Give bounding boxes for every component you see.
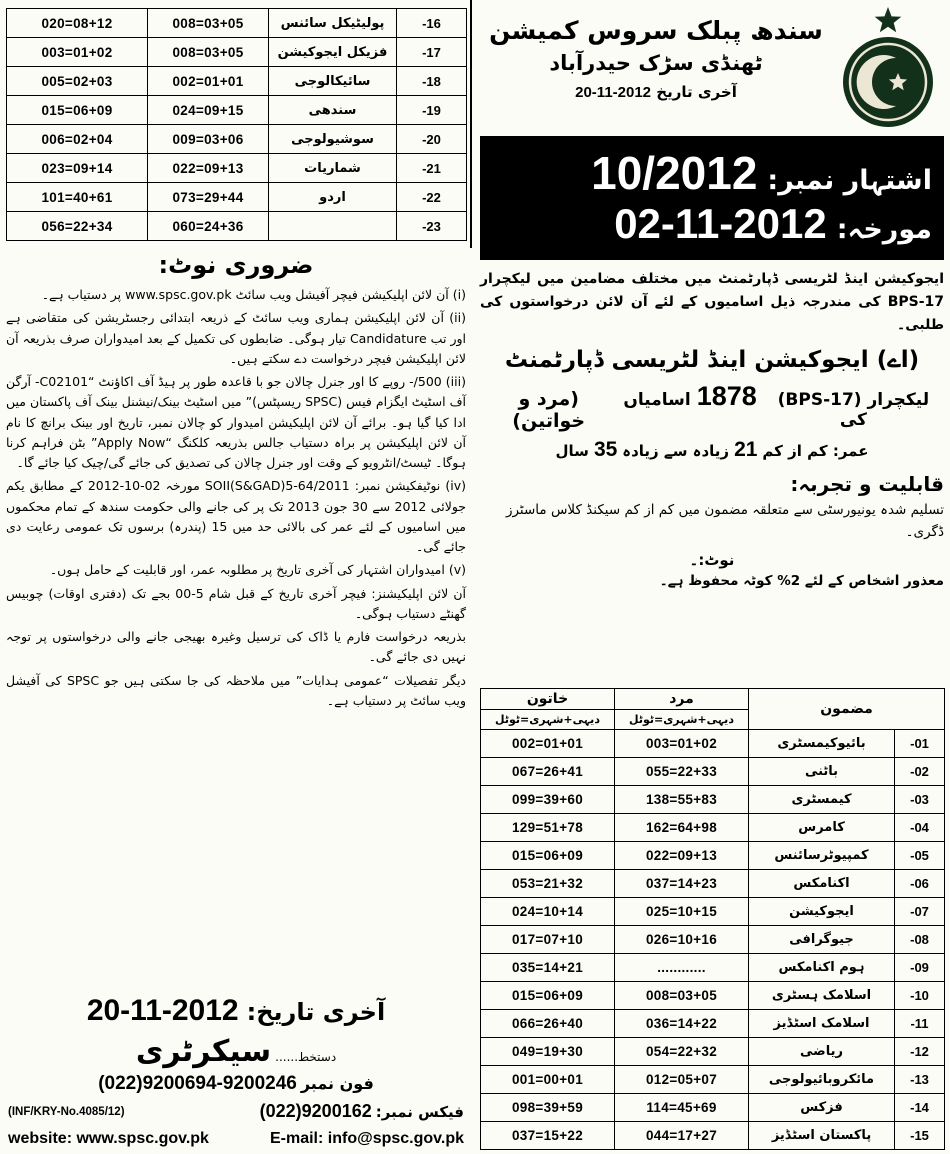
note-paragraph: بذریعہ درخواست فارم یا ڈاک کی ترسیل وغیرہ بھیجی جانے والی درخواستوں پر توجہ نہیں دی جائے گی۔ <box>6 629 466 665</box>
logo-star-icon <box>875 7 902 32</box>
subjects-table-continued <box>6 8 467 241</box>
row-number: -02 <box>895 758 945 786</box>
row-number: -18 <box>397 67 467 96</box>
subject-name: بائیوکیمسٹری <box>749 730 895 758</box>
male-column-header: مرد <box>615 689 749 710</box>
female-column-header: خاتون <box>481 689 615 710</box>
note-paragraph: (ii) آن لائن اپلیکیشن ہماری ویب سائٹ کے ذریعہ ابتدائی رجسٹریشن کی متقاضی ہے اور تب Candidature تیار ہوگی۔ ضابطوں کی تکمیل کے بعد امیدواران صرف بذریعہ آن لائن اپلیکیشن فیچر درخواست دے سکتے ہیں۔ <box>6 310 466 366</box>
signature-label: دستخط...... <box>275 1050 337 1064</box>
last-date-line <box>6 994 466 1028</box>
table-row <box>481 1094 945 1122</box>
fax-number: (022)9200162 <box>259 1101 372 1121</box>
male-count: 138=55+83 <box>615 786 749 814</box>
phone-line <box>6 1073 466 1095</box>
advert-date-label: مورخہ: <box>836 214 932 245</box>
header-last-date-value: 20-11-2012 <box>575 84 652 101</box>
phone-number: (022)9200694-9200246 <box>98 1073 297 1094</box>
table-row <box>481 982 945 1010</box>
advert-number-line <box>492 146 932 200</box>
row-number: -13 <box>895 1066 945 1094</box>
table-row <box>481 730 945 758</box>
department-heading: (اے) ایجوکیشن اینڈ لٹریسی ڈپارٹمنٹ <box>504 347 920 374</box>
male-count: 022=09+13 <box>615 842 749 870</box>
important-note-heading: ضروری نوٹ: <box>158 251 314 279</box>
advert-number-box <box>480 136 944 260</box>
male-count: 008=03+05 <box>615 982 749 1010</box>
advert-number-label: اشتہار نمبر: <box>767 165 932 196</box>
female-count: 056=22+34 <box>7 212 148 241</box>
male-count: 162=64+98 <box>615 814 749 842</box>
last-date-label: آخری تاریخ: <box>246 998 386 1026</box>
note-paragraph: (iv) نوٹیفکیشن نمبر: SOII(S&GAD)5-64/2011 مورخہ 02-10-2012 کے مطابق یکم جولائی 2012 سے 30 جون 2013 تک پر کی جانے والی حکومت سندھ کے تمام محکموں میں اسامیوں کے لئے عمر کی بالائی حد میں 15 (پندرہ) برسوں تک عمومی رعایت دی جائے گی۔ <box>6 478 467 554</box>
female-count: 015=06+09 <box>7 96 148 125</box>
disability-quota-line: معذور اشخاص کے لئے 2% کوٹہ محفوظ ہے۔ <box>659 573 944 590</box>
female-count: 101=40+61 <box>7 183 148 212</box>
male-count: 026=10+16 <box>615 926 749 954</box>
male-count: 008=03+05 <box>148 38 269 67</box>
note-paragraph: آن لائن اپلیکیشنز: فیچر آخری تاریخ کے قبل شام 5-00 بجے تک (دفتری اوقات) چوبیس گھنٹے دستیاب ہوگی۔ <box>6 585 466 621</box>
secretary-title: سیکرٹری <box>135 1034 272 1069</box>
post-suffix: اسامیاں <box>623 390 691 411</box>
subject-name: فزکس <box>749 1094 895 1122</box>
subject-name: ایجوکیشن <box>749 898 895 926</box>
age-prefix: عمر: کم از کم <box>762 442 869 461</box>
qualification-heading: قابلیت و تجربہ: <box>790 472 944 497</box>
table-row <box>481 758 945 786</box>
last-date-value: 20-11-2012 <box>86 994 239 1027</box>
male-count: 022=09+13 <box>148 154 269 183</box>
female-count: 005=02+03 <box>7 67 148 96</box>
male-count: 036=14+22 <box>615 1010 749 1038</box>
age-min: 21 <box>734 438 758 462</box>
row-number: -11 <box>895 1010 945 1038</box>
female-count: 015=06+09 <box>481 982 615 1010</box>
table-header-row <box>481 689 945 710</box>
female-count: 002=01+01 <box>481 730 615 758</box>
subject-name: مائکروبائیولوجی <box>749 1066 895 1094</box>
subject-name: باٹنی <box>749 758 895 786</box>
subject-name: کمپیوٹرسائنس <box>749 842 895 870</box>
advert-date-line <box>492 200 932 248</box>
row-number: -15 <box>895 1122 945 1150</box>
male-count: 054=22+32 <box>615 1038 749 1066</box>
subject-name: پاکستان اسٹڈیز <box>749 1122 895 1150</box>
male-count: 044=17+27 <box>615 1122 749 1150</box>
intro-paragraph: ایجوکیشن اینڈ لٹریسی ڈپارٹمنٹ میں مختلف مضامین میں لیکچرار BPS-17 کی مندرجہ ذیل اسامیوں کے لئے آن لائن درخواستوں کی طلبی۔ <box>480 271 944 334</box>
female-count: 037=15+22 <box>481 1122 615 1150</box>
row-number: -03 <box>895 786 945 814</box>
female-count: 023=09+14 <box>7 154 148 183</box>
subject-name: پولیٹیکل سائنس <box>269 9 397 38</box>
masthead <box>480 6 944 132</box>
right-column <box>480 6 944 1150</box>
row-number: -17 <box>397 38 467 67</box>
signature-row <box>6 1034 466 1069</box>
table-row <box>7 67 467 96</box>
female-subheader: دیہی+شہری=ٹوٹل <box>481 710 615 730</box>
male-count: 008=03+05 <box>148 9 269 38</box>
org-name: سندھ پبلک سروس کمیشن <box>489 16 823 45</box>
female-count: 017=07+10 <box>481 926 615 954</box>
website-link[interactable]: www.spsc.gov.pk <box>76 1130 209 1147</box>
female-count: 067=26+41 <box>481 758 615 786</box>
post-summary-line <box>480 381 944 432</box>
spsc-emblem-logo <box>832 6 944 132</box>
row-number: -14 <box>895 1094 945 1122</box>
subject-name: سائیکالوجی <box>269 67 397 96</box>
subject-name: شماریات <box>269 154 397 183</box>
age-mid: زیادہ سے زیادہ <box>622 442 730 461</box>
subject-name: اسلامک ہسٹری <box>749 982 895 1010</box>
age-suffix: سال <box>555 442 589 461</box>
row-number: -22 <box>397 183 467 212</box>
note-label: نوٹ:۔ <box>689 551 735 570</box>
note-paragraph: (v) امیدواران اشتہار کی آخری تاریخ پر مطلوبہ عمر، اور قابلیت کے حامل ہوں۔ <box>49 562 466 578</box>
male-count: 025=10+15 <box>615 898 749 926</box>
row-number: -23 <box>397 212 467 241</box>
table-row <box>7 38 467 67</box>
table-row <box>7 125 467 154</box>
subject-name: فزیکل ایجوکیشن <box>269 38 397 67</box>
table-row <box>481 898 945 926</box>
note-paragraph: (iii) 500/- روپے کا اور جنرل چالان جو با قاعدہ طور پر ہیڈ آف اکاؤنٹ “C02101- آرگن آف اسٹیٹ ایگزام فیس (SPSC ریسپٹس)” میں اسٹیٹ بینک/نیشنل بینک آف پاکستان میں ادا کیا گیا ہو۔ برائے آن لائن اپلیکیشن امیدوار کو چالان نمبر، تاریخ اور بینک برانچ کا نام آن لائن اپلیکیشن پر براہ دستیاب جالس بذریعہ کلکنگ “Apply Now” بٹن فراہم کرنا ہوگا۔ ٹیسٹ/انٹرویو کے وقت اور جنرل چالان کی تصدیق کی جائے گی/چیک کیا جائے گا۔ <box>6 374 466 470</box>
male-count: 002=01+01 <box>148 67 269 96</box>
table-row <box>7 154 467 183</box>
female-count: 024=10+14 <box>481 898 615 926</box>
note-paragraph: (i) آن لائن اپلیکیشن فیچر آفیشل ویب سائٹ www.spsc.gov.pk پر دستیاب ہے۔ <box>41 287 466 302</box>
female-count: 053=21+32 <box>481 870 615 898</box>
row-number: -08 <box>895 926 945 954</box>
row-number: -04 <box>895 814 945 842</box>
email-label: E-mail: <box>269 1130 324 1147</box>
website-group <box>8 1130 209 1148</box>
female-count: 006=02+04 <box>7 125 148 154</box>
table-row <box>481 786 945 814</box>
subject-name: اکنامکس <box>749 870 895 898</box>
post-prefix: لیکچرار (BPS-17) کی <box>777 390 930 431</box>
male-count: ............ <box>615 954 749 982</box>
female-count: 099=39+60 <box>481 786 615 814</box>
row-number: -05 <box>895 842 945 870</box>
female-count: 035=14+21 <box>481 954 615 982</box>
advert-date-value: 02-11-2012 <box>614 200 827 247</box>
fax-label: فیکس نمبر: <box>375 1103 464 1121</box>
vacancies-table-wrap <box>480 688 944 1150</box>
row-number: -16 <box>397 9 467 38</box>
male-count: 009=03+06 <box>148 125 269 154</box>
row-number: -20 <box>397 125 467 154</box>
table-row <box>481 1122 945 1150</box>
subject-name: سندھی <box>269 96 397 125</box>
subject-name: اردو <box>269 183 397 212</box>
advert-reference-number: (INF/KRY-No.4085/12) <box>8 1105 125 1118</box>
row-number: -06 <box>895 870 945 898</box>
email-group <box>270 1130 464 1148</box>
left-column <box>6 8 466 1148</box>
row-number: -10 <box>895 982 945 1010</box>
table-row <box>481 842 945 870</box>
notes-list <box>6 285 466 714</box>
table-row <box>7 9 467 38</box>
age-limit-line <box>480 438 944 462</box>
note-paragraph: دیگر تفصیلات “عمومی ہدایات” میں ملاحظہ کی جا سکتی ہیں جو SPSC کی آفیشل ویب سائٹ پر دستیاب ہے۔ <box>6 672 466 708</box>
female-count: 049=19+30 <box>481 1038 615 1066</box>
advert-number-value: 10/2012 <box>591 147 758 199</box>
email-link[interactable]: info@spsc.gov.pk <box>327 1130 464 1147</box>
female-count: 003=01+02 <box>7 38 148 67</box>
female-count: 098=39+59 <box>481 1094 615 1122</box>
row-number: -09 <box>895 954 945 982</box>
subject-name: ریاضی <box>749 1038 895 1066</box>
male-count: 060=24+36 <box>148 212 269 241</box>
table-row <box>481 954 945 982</box>
fax-line <box>6 1101 466 1122</box>
header-last-date-label: آخری تاریخ <box>656 83 737 101</box>
post-count: 1878 <box>696 381 757 412</box>
male-count: 037=14+23 <box>615 870 749 898</box>
website-label: website: <box>8 1130 73 1147</box>
female-count: 015=06+09 <box>481 842 615 870</box>
table-row <box>481 926 945 954</box>
qualification-text: تسلیم شدہ یونیورسٹی سے متعلقہ مضمون میں کم از کم سیکنڈ کلاس ماسٹرز ڈگری۔ <box>505 502 944 540</box>
post-gender: (مرد و خواتین) <box>512 388 586 433</box>
table-row <box>7 183 467 212</box>
row-number: -19 <box>397 96 467 125</box>
table-row <box>481 870 945 898</box>
row-number: -12 <box>895 1038 945 1066</box>
male-count: 073=29+44 <box>148 183 269 212</box>
subject-column-header: مضمون <box>749 689 945 730</box>
table-row <box>481 814 945 842</box>
row-number: -01 <box>895 730 945 758</box>
subject-name <box>269 212 397 241</box>
masthead-text <box>480 6 832 101</box>
phone-label: فون نمبر <box>300 1074 374 1093</box>
male-count: 024=09+15 <box>148 96 269 125</box>
header-last-date <box>480 83 832 101</box>
org-address: ٹھنڈی سڑک حیدرآباد <box>549 51 763 75</box>
table-row <box>7 96 467 125</box>
age-max: 35 <box>593 438 618 462</box>
subject-name: جیوگرافی <box>749 926 895 954</box>
female-count: 020=08+12 <box>7 9 148 38</box>
contact-footer <box>6 1130 466 1148</box>
subject-name: اسلامک اسٹڈیز <box>749 1010 895 1038</box>
female-count: 129=51+78 <box>481 814 615 842</box>
column-divider <box>470 0 472 248</box>
subject-name: کامرس <box>749 814 895 842</box>
table-row <box>481 1038 945 1066</box>
male-count: 114=45+69 <box>615 1094 749 1122</box>
fax-group <box>260 1101 464 1122</box>
subject-name: ہوم اکنامکس <box>749 954 895 982</box>
subject-name: سوشیولوجی <box>269 125 397 154</box>
table-row <box>7 212 467 241</box>
male-count: 012=05+07 <box>615 1066 749 1094</box>
female-count: 001=00+01 <box>481 1066 615 1094</box>
male-count: 003=01+02 <box>615 730 749 758</box>
female-count: 066=26+40 <box>481 1010 615 1038</box>
vacancies-table <box>480 688 945 1150</box>
row-number: -21 <box>397 154 467 183</box>
table-row <box>481 1010 945 1038</box>
row-number: -07 <box>895 898 945 926</box>
male-subheader: دیہی+شہری=ٹوٹل <box>615 710 749 730</box>
table-row <box>481 1066 945 1094</box>
subject-name: کیمسٹری <box>749 786 895 814</box>
male-count: 055=22+33 <box>615 758 749 786</box>
